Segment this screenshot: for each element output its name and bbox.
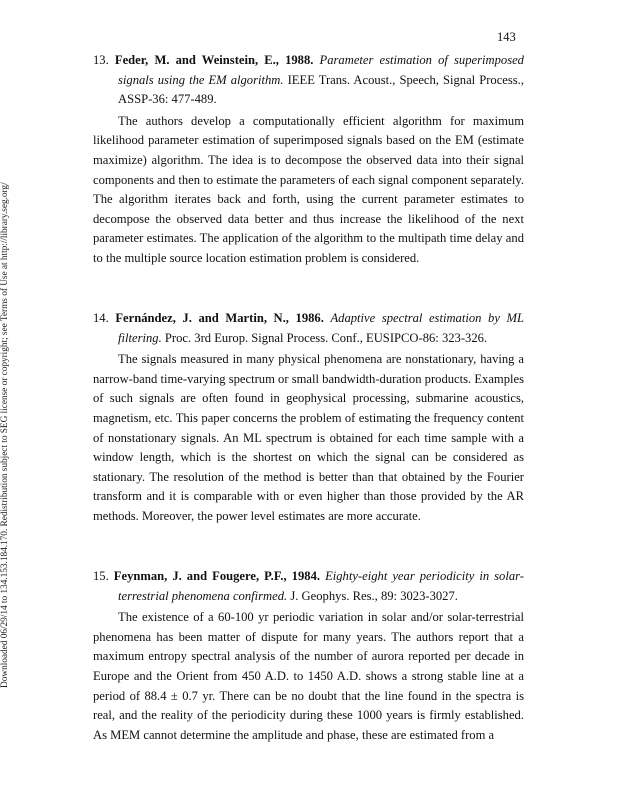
reference-entry (93, 309, 524, 527)
reference-source: J. Geophys. Res., 89: 3023-3027. (290, 588, 458, 603)
reference-title: Eighty-eight year periodicity in solar-terrestrial phenomena confirmed. (118, 569, 524, 603)
reference-authors: Feder, M. and Weinstein, E., 1988. (114, 53, 314, 67)
reference-abstract: The existence of a 60-100 yr periodic variation in solar and/or solar-terrestrial phenomena has been matter of dispute for many years. The authors report that a maximum entropy spectral analysis of the number of aurora reported per decade in Europe and the Orient from 450 A.D. to 1450 A.D. shows a strong stable line at a period of 88.4 ± 0.7 yr. There can be no doubt that the line found in the spectra is real, and the reality of the periodicity during these 1000 years is firmly established. As MEM cannot determine the amplitude and phase, these are estimated from a (93, 610, 524, 742)
reference-authors: Feynman, J. and Fougere, P.F., 1984. (113, 569, 321, 583)
reference-authors: Fernández, J. and Martin, N., 1986. (115, 311, 324, 325)
reference-abstract: The signals measured in many physical phenomena are nonstationary, having a narrow-band time-varying spectrum or small bandwidth-duration products. Examples of such signals are often found in geophysical processing, submarine acoustics, magnetism, etc. This paper concerns the problem of estimating the frequency content of nonstationary signals. An ML spectrum is obtained for each time sample with a window length, which is the shortest on which the signal can be considered as stationary. The resolution of the method is better than that obtained by the Fourier transform and it is comparable with or even higher than those provided by the AR methods. Moreover, the power level estimates are more accurate. (93, 352, 524, 523)
page-number: 143 (497, 30, 516, 44)
reference-title: Adaptive spectral estimation by ML filtering. (118, 311, 524, 345)
reference-citation (93, 51, 524, 110)
reference-source: Proc. 3rd Europ. Signal Process. Conf., EUSIPCO-86: 323-326. (164, 330, 488, 345)
reference-number: 14. (93, 311, 109, 325)
reference-source: IEEE Trans. Acoust., Speech, Signal Process., ASSP-36: 477-489. (118, 72, 524, 107)
reference-number: 13. (93, 53, 109, 67)
reference-citation (93, 567, 524, 606)
reference-title: Parameter estimation of superimposed signals using the EM algorithm. (118, 53, 524, 87)
reference-number: 15. (93, 569, 109, 583)
reference-entry (93, 51, 524, 269)
download-watermark: Downloaded 06/29/14 to 134.153.184.170. Redistribution subject to SEG license or copyright; see Terms of Use at http://library.seg.org/ (0, 182, 10, 688)
reference-citation (93, 309, 524, 348)
reference-entry (93, 567, 524, 745)
reference-abstract: The authors develop a computationally efficient algorithm for maximum likelihood parameter estimation of superimposed signals based on the EM (estimate maximize) algorithm. The idea is to decompose the observed data into their signal components and then to estimate the parameters of each signal component separately. The algorithm iterates back and forth, using the current parameter estimates to decompose the observed data better and thus increase the likelihood of the next parameter estimates. The application of the algorithm to the multipath time delay and to the multiple source location estimation problem is considered. (93, 113, 524, 265)
